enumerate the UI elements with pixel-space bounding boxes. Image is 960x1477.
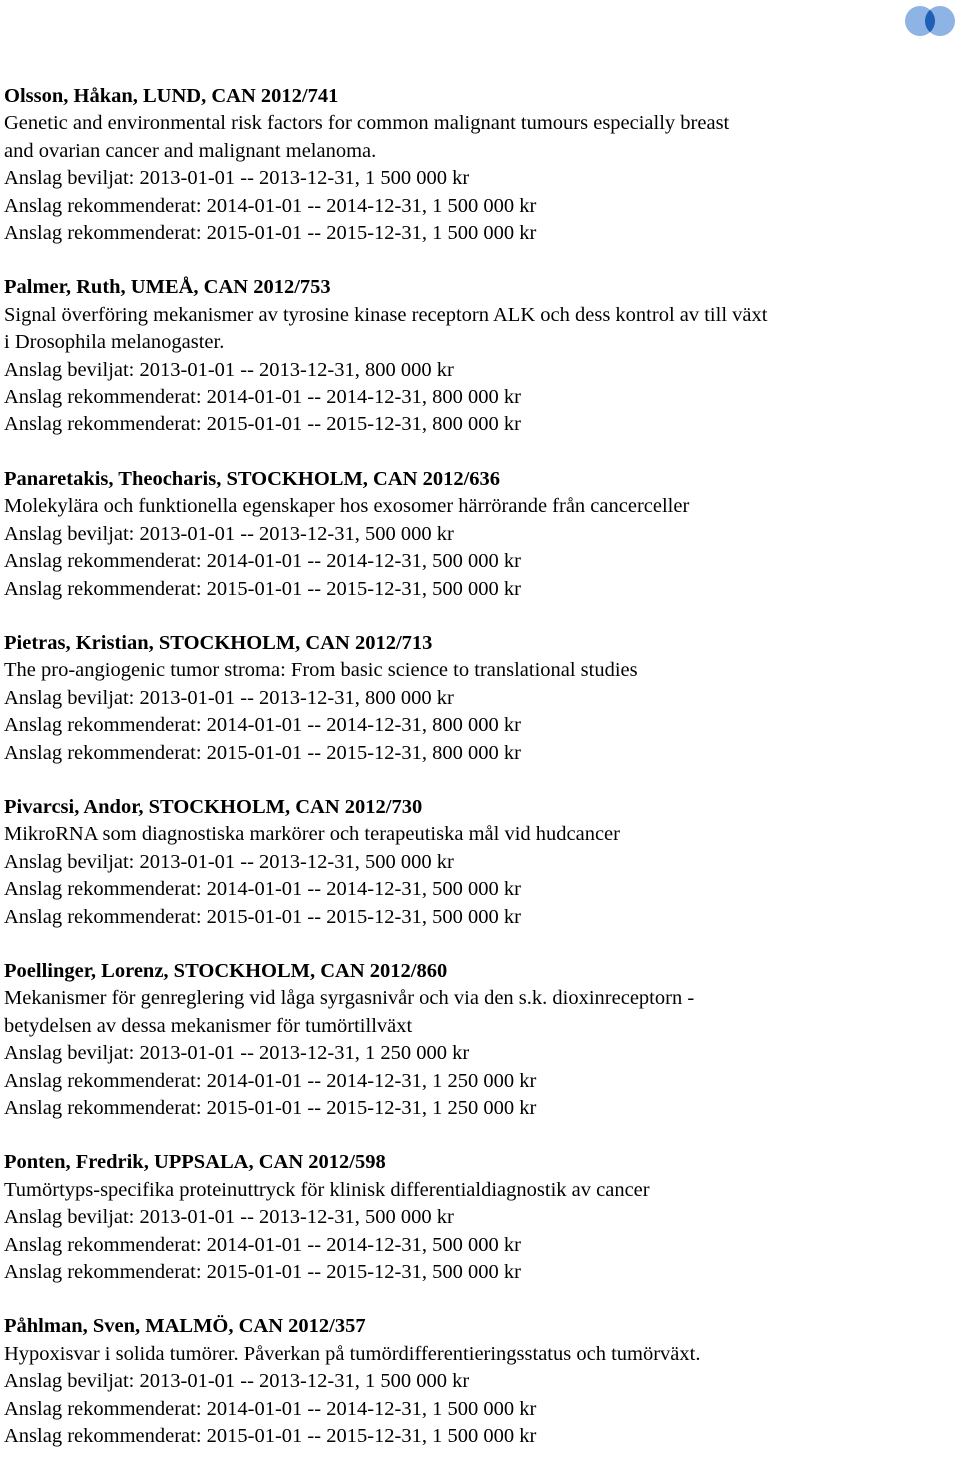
applicant-heading: Påhlman, Sven, MALMÖ, CAN 2012/357 <box>4 1315 366 1338</box>
grant-entry <box>4 1149 934 1286</box>
grant-list <box>4 83 934 1477</box>
grant-line: Anslag beviljat: 2013-01-01 -- 2013-12-31, 500 000 kr <box>4 522 454 545</box>
applicant-heading: Pivarcsi, Andor, STOCKHOLM, CAN 2012/730 <box>4 795 423 818</box>
applicant-heading: Poellinger, Lorenz, STOCKHOLM, CAN 2012/860 <box>4 959 448 982</box>
project-title-line: betydelsen av dessa mekanismer för tumörtillväxt <box>4 1014 413 1037</box>
grant-entry <box>4 794 934 931</box>
applicant-heading: Pietras, Kristian, STOCKHOLM, CAN 2012/713 <box>4 631 433 654</box>
grant-entry <box>4 958 934 1122</box>
grant-line: Anslag beviljat: 2013-01-01 -- 2013-12-31, 1 500 000 kr <box>4 1370 470 1393</box>
grant-line: Anslag rekommenderat: 2015-01-01 -- 2015-12-31, 1 500 000 kr <box>4 1425 537 1448</box>
grant-line: Anslag rekommenderat: 2015-01-01 -- 2015-12-31, 500 000 kr <box>4 905 521 928</box>
grant-line: Anslag rekommenderat: 2014-01-01 -- 2014-12-31, 1 500 000 kr <box>4 1397 537 1420</box>
grant-line: Anslag beviljat: 2013-01-01 -- 2013-12-31, 1 500 000 kr <box>4 167 470 190</box>
project-title-line: Molekylära och funktionella egenskaper hos exosomer härrörande från cancerceller <box>4 495 690 518</box>
grant-line: Anslag rekommenderat: 2015-01-01 -- 2015-12-31, 800 000 kr <box>4 741 521 764</box>
grant-line: Anslag rekommenderat: 2014-01-01 -- 2014-12-31, 1 500 000 kr <box>4 194 537 217</box>
grant-line: Anslag rekommenderat: 2015-01-01 -- 2015-12-31, 800 000 kr <box>4 413 521 436</box>
grant-entry <box>4 630 934 767</box>
grant-line: Anslag rekommenderat: 2014-01-01 -- 2014-12-31, 800 000 kr <box>4 386 521 409</box>
project-title-line: Hypoxisvar i solida tumörer. Påverkan på tumördifferentieringsstatus och tumörväxt. <box>4 1342 701 1365</box>
applicant-heading: Olsson, Håkan, LUND, CAN 2012/741 <box>4 85 339 107</box>
grant-entry <box>4 466 934 603</box>
grant-entry <box>4 274 934 438</box>
grant-line: Anslag rekommenderat: 2015-01-01 -- 2015-12-31, 1 500 000 kr <box>4 222 537 245</box>
grant-line: Anslag rekommenderat: 2014-01-01 -- 2014-12-31, 800 000 kr <box>4 714 521 737</box>
project-title-line: MikroRNA som diagnostiska markörer och terapeutiska mål vid hudcancer <box>4 823 620 846</box>
applicant-heading: Ponten, Fredrik, UPPSALA, CAN 2012/598 <box>4 1151 386 1174</box>
grant-line: Anslag rekommenderat: 2015-01-01 -- 2015-12-31, 500 000 kr <box>4 1261 521 1284</box>
grant-entry <box>4 1313 934 1450</box>
project-title-line: Mekanismer för genreglering vid låga syrgasnivår och via den s.k. dioxinreceptorn - <box>4 987 695 1010</box>
project-title-line: Tumörtyps-specifika proteinuttryck för klinisk differentialdiagnostik av cancer <box>4 1178 650 1201</box>
grant-line: Anslag beviljat: 2013-01-01 -- 2013-12-31, 1 250 000 kr <box>4 1042 470 1065</box>
applicant-heading: Panaretakis, Theocharis, STOCKHOLM, CAN 2012/636 <box>4 467 501 490</box>
grant-line: Anslag beviljat: 2013-01-01 -- 2013-12-31, 500 000 kr <box>4 1206 454 1229</box>
grant-line: Anslag rekommenderat: 2014-01-01 -- 2014-12-31, 500 000 kr <box>4 878 521 901</box>
project-title-line: i Drosophila melanogaster. <box>4 331 225 354</box>
grant-line: Anslag beviljat: 2013-01-01 -- 2013-12-31, 500 000 kr <box>4 850 454 873</box>
project-title-line: and ovarian cancer and malignant melanoma. <box>4 139 377 162</box>
project-title-line: The pro-angiogenic tumor stroma: From basic science to translational studies <box>4 659 638 682</box>
grant-line: Anslag beviljat: 2013-01-01 -- 2013-12-31, 800 000 kr <box>4 358 454 381</box>
project-title-line: Signal överföring mekanismer av tyrosine kinase receptorn ALK och dess kontrol av till växt <box>4 303 768 326</box>
grant-line: Anslag rekommenderat: 2014-01-01 -- 2014-12-31, 500 000 kr <box>4 1233 521 1256</box>
grant-line: Anslag rekommenderat: 2015-01-01 -- 2015-12-31, 1 250 000 kr <box>4 1097 537 1119</box>
grant-line: Anslag rekommenderat: 2015-01-01 -- 2015-12-31, 500 000 kr <box>4 577 521 600</box>
grant-line: Anslag rekommenderat: 2014-01-01 -- 2014-12-31, 500 000 kr <box>4 550 521 573</box>
grant-entry <box>4 83 934 247</box>
grant-line: Anslag beviljat: 2013-01-01 -- 2013-12-31, 800 000 kr <box>4 686 454 709</box>
applicant-heading: Palmer, Ruth, UMEÅ, CAN 2012/753 <box>4 276 331 299</box>
grant-line: Anslag rekommenderat: 2014-01-01 -- 2014-12-31, 1 250 000 kr <box>4 1069 537 1092</box>
overlapping-circles-logo-icon <box>902 4 958 38</box>
project-title-line: Genetic and environmental risk factors for common malignant tumours especially breast <box>4 112 730 135</box>
